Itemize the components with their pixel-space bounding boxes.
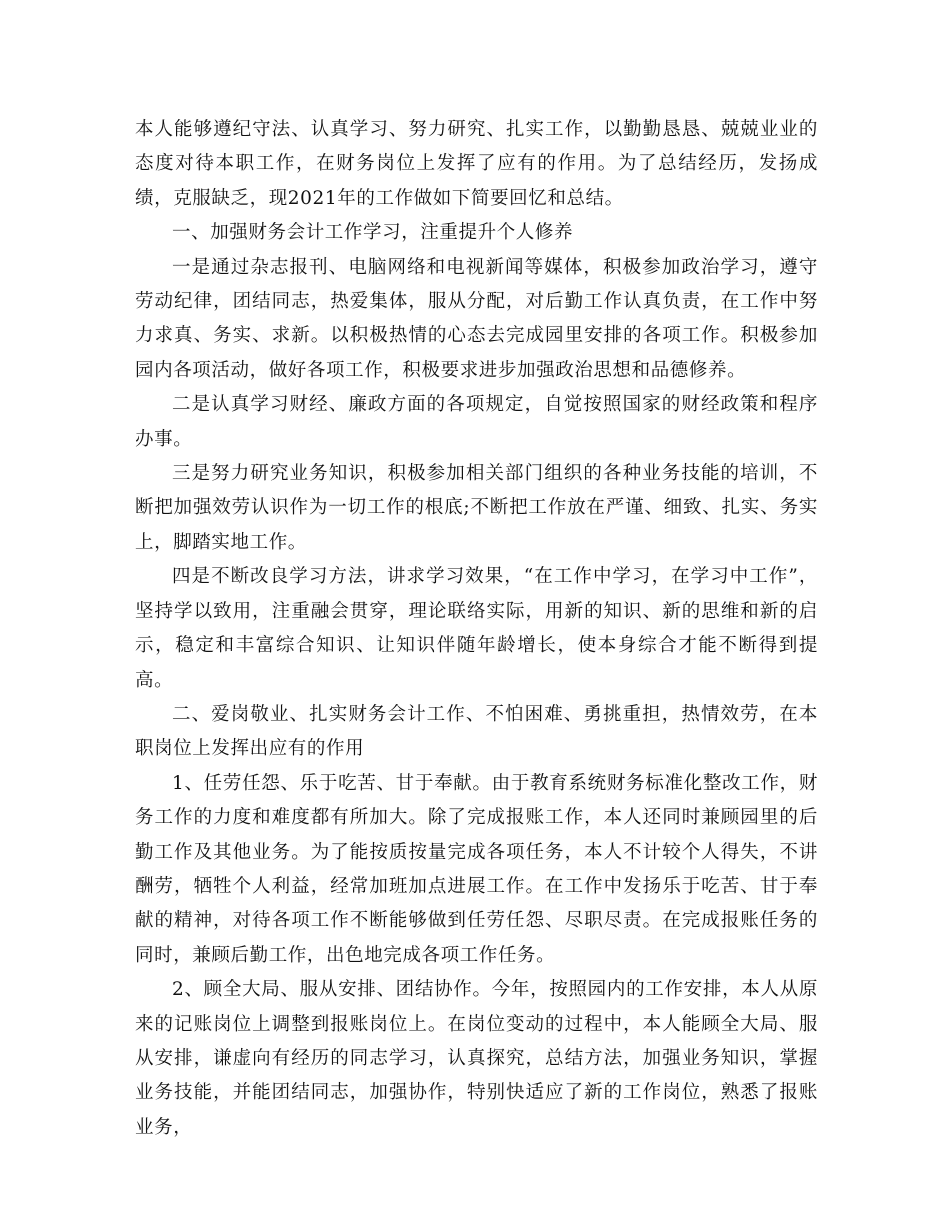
paragraph-point-3: 三是努力研究业务知识，积极参加相关部门组织的各种业务技能的培训，不断把加强效劳认识作为一切工作的根底;不断把工作放在严谨、细致、扎实、务实上，脚踏实地工作。: [135, 463, 818, 553]
paragraph-point-1: 一是通过杂志报刊、电脑网络和电视新闻等媒体，积极参加政治学习，遵守劳动纪律，团结同志，热爱集体，服从分配，对后勤工作认真负责，在工作中努力求真、务实、求新。以积极热情的心态去完成园里安排的各项工作。积极参加园内各项活动，做好各项工作，积极要求进步加强政治思想和品德修养。: [135, 256, 818, 381]
paragraph-intro: 本人能够遵纪守法、认真学习、努力研究、扎实工作，以勤勤恳恳、兢兢业业的态度对待本职工作，在财务岗位上发挥了应有的作用。为了总结经历，发扬成绩，克服缺乏，现2021年的工作做如下简要回忆和总结。: [135, 119, 818, 209]
section-heading-1: 一、加强财务会计工作学习，注重提升个人修养: [172, 222, 574, 244]
section-heading-2: 二、爱岗敬业、扎实财务会计工作、不怕困难、勇挑重担，热情效劳，在本职岗位上发挥出应有的作用: [135, 703, 818, 760]
paragraph-item-1: 1、任劳任怨、乐于吃苦、甘于奉献。由于教育系统财务标准化整改工作，财务工作的力度和难度都有所加大。除了完成报账工作，本人还同时兼顾园里的后勤工作及其他业务。为了能按质按量完成各项任务，本人不计较个人得失，不讲酬劳，牺牲个人利益，经常加班加点进展工作。在工作中发扬乐于吃苦、甘于奉献的精神，对待各项工作不断能够做到任劳任怨、尽职尽责。在完成报账任务的同时，兼顾后勤工作，出色地完成各项工作任务。: [135, 772, 818, 966]
paragraph-item-2: 2、顾全大局、服从安排、团结协作。今年，按照园内的工作安排，本人从原来的记账岗位上调整到报账岗位上。在岗位变动的过程中，本人能顾全大局、服从安排，谦虚向有经历的同志学习，认真探究，总结方法，加强业务知识，掌握业务技能，并能团结同志，加强协作，特别快适应了新的工作岗位，熟悉了报账业务，: [135, 979, 818, 1138]
paragraph-point-4: 四是不断改良学习方法，讲求学习效果，“在工作中学习，在学习中工作”，坚持学以致用，注重融会贯穿，理论联络实际，用新的知识、新的思维和新的启示，稳定和丰富综合知识、让知识伴随年龄增长，使本身综合才能不断得到提高。: [135, 566, 818, 691]
paragraph-point-2: 二是认真学习财经、廉政方面的各项规定，自觉按照国家的财经政策和程序办事。: [135, 394, 818, 450]
document-body: [135, 113, 818, 1145]
